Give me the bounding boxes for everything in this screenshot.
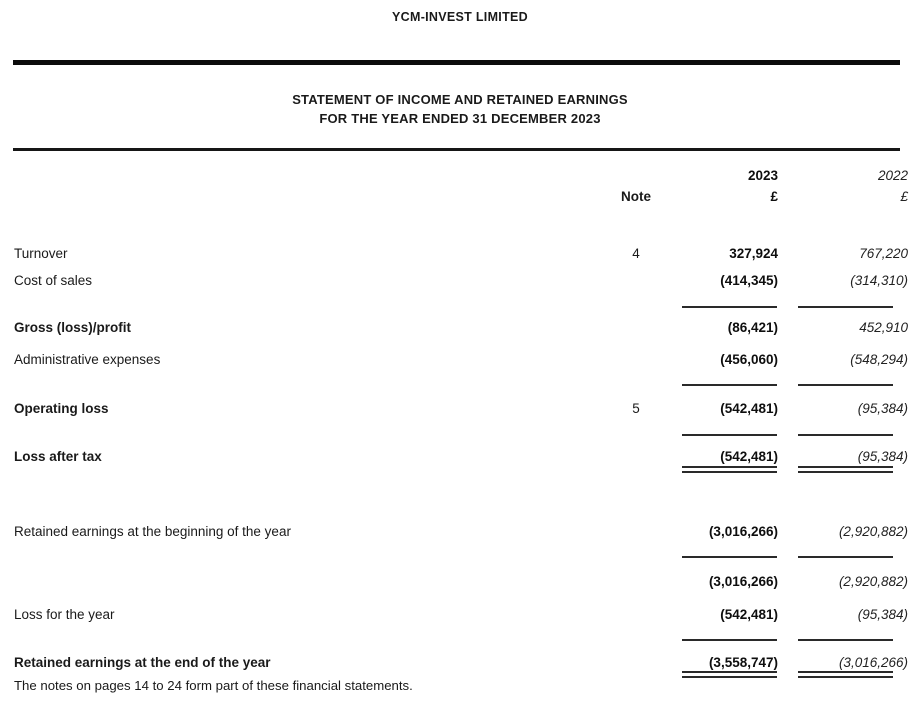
subtotal-rule bbox=[798, 556, 893, 558]
row-value-current: (3,016,266) bbox=[708, 574, 778, 589]
row-value-prior: (95,384) bbox=[857, 607, 908, 622]
row-label: Loss for the year bbox=[14, 607, 115, 622]
row-cost-of-sales bbox=[0, 273, 920, 290]
row-retained-earnings-subtotal bbox=[0, 574, 920, 591]
row-note-ref: 4 bbox=[632, 246, 640, 261]
row-label: Retained earnings at the end of the year bbox=[14, 655, 271, 670]
company-name: YCM-INVEST LIMITED bbox=[392, 10, 528, 24]
subtotal-rule bbox=[682, 556, 777, 558]
notes-reference: The notes on pages 14 to 24 form part of these financial statements. bbox=[14, 678, 413, 693]
row-loss-for-the-year bbox=[0, 607, 920, 624]
header-divider-thin bbox=[13, 148, 900, 151]
header-divider-thick bbox=[13, 60, 900, 65]
row-value-current: (3,558,747) bbox=[708, 655, 778, 670]
row-administrative-expenses bbox=[0, 352, 920, 369]
row-label: Administrative expenses bbox=[14, 352, 161, 367]
row-value-current: (542,481) bbox=[720, 607, 778, 622]
row-value-prior: 767,220 bbox=[859, 246, 908, 261]
subtotal-rule bbox=[682, 306, 777, 308]
col-header-year-prior: 2022 bbox=[877, 168, 908, 183]
row-value-current: (542,481) bbox=[720, 401, 778, 416]
total-double-rule bbox=[682, 671, 777, 678]
row-retained-earnings-beginning bbox=[0, 524, 920, 541]
statement-title: STATEMENT OF INCOME AND RETAINED EARNINGS bbox=[292, 92, 628, 107]
subtotal-rule bbox=[682, 434, 777, 436]
row-value-prior: (548,294) bbox=[850, 352, 908, 367]
col-header-year-current: 2023 bbox=[747, 168, 778, 183]
row-label: Turnover bbox=[14, 246, 68, 261]
subtotal-rule bbox=[798, 434, 893, 436]
subtotal-rule bbox=[682, 639, 777, 641]
total-double-rule bbox=[798, 466, 893, 473]
row-note-ref: 5 bbox=[632, 401, 640, 416]
row-value-prior: (95,384) bbox=[857, 401, 908, 416]
row-value-current: (542,481) bbox=[720, 449, 778, 464]
row-value-current: (3,016,266) bbox=[708, 524, 778, 539]
row-label: Cost of sales bbox=[14, 273, 93, 288]
col-header-note: Note bbox=[621, 189, 651, 204]
subtotal-rule bbox=[798, 384, 893, 386]
row-value-current: 327,924 bbox=[729, 246, 778, 261]
subtotal-rule bbox=[798, 306, 893, 308]
row-gross-loss-profit bbox=[0, 320, 920, 337]
row-value-prior: (314,310) bbox=[850, 273, 908, 288]
subtotal-rule bbox=[798, 639, 893, 641]
row-loss-after-tax bbox=[0, 449, 920, 466]
statement-period: FOR THE YEAR ENDED 31 DECEMBER 2023 bbox=[319, 111, 601, 126]
row-value-current: (86,421) bbox=[727, 320, 778, 335]
row-operating-loss bbox=[0, 401, 920, 418]
row-value-prior: (2,920,882) bbox=[838, 574, 908, 589]
row-value-current: (414,345) bbox=[720, 273, 778, 288]
row-label: Operating loss bbox=[14, 401, 109, 416]
column-header-units bbox=[0, 189, 920, 206]
col-header-currency-current: £ bbox=[770, 189, 778, 204]
row-label: Loss after tax bbox=[14, 449, 102, 464]
row-value-prior: (3,016,266) bbox=[838, 655, 908, 670]
column-header-years bbox=[0, 168, 920, 185]
row-label: Gross (loss)/profit bbox=[14, 320, 132, 335]
row-retained-earnings-end bbox=[0, 655, 920, 672]
col-header-currency-prior: £ bbox=[900, 189, 908, 204]
row-turnover bbox=[0, 246, 920, 263]
subtotal-rule bbox=[682, 384, 777, 386]
row-value-prior: (2,920,882) bbox=[838, 524, 908, 539]
total-double-rule bbox=[798, 671, 893, 678]
row-value-prior: (95,384) bbox=[857, 449, 908, 464]
total-double-rule bbox=[682, 466, 777, 473]
row-value-prior: 452,910 bbox=[859, 320, 908, 335]
row-label: Retained earnings at the beginning of the year bbox=[14, 524, 291, 539]
row-value-current: (456,060) bbox=[720, 352, 778, 367]
